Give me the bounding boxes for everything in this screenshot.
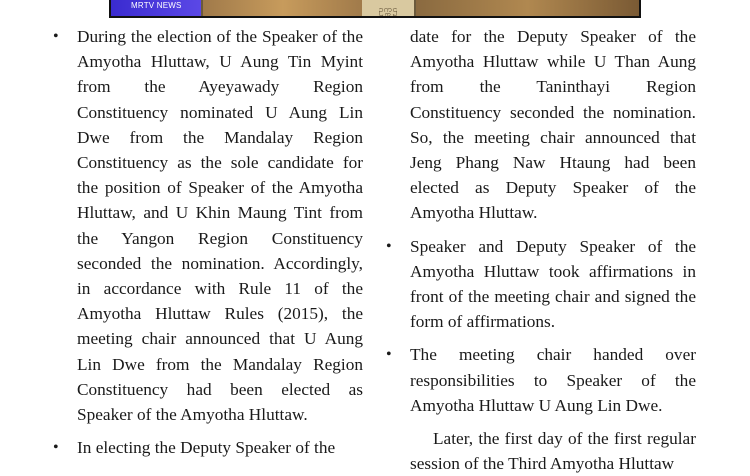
- news-photo: [109, 0, 641, 18]
- photo-background-right: [416, 0, 639, 16]
- photo-podium-sign: ဥက္ကဌ: [362, 0, 414, 16]
- list-item-text: In electing the Deputy Speaker of the: [77, 438, 336, 458]
- bullet-icon: •: [53, 28, 59, 45]
- photo-background: [203, 0, 363, 16]
- right-bullet-list: [382, 234, 696, 418]
- continued-list-text: date for the Deputy Speaker of the Amyotha Hluttaw while U Than Aung from the Taninthayi Region Constituency seconded the nomination. So, the meeting chair announced that Jeng Phang Naw Htaung had been elected as Deputy Speaker of the Amyotha Hluttaw.: [410, 27, 696, 223]
- list-item-text: During the election of the Speaker of the Amyotha Hluttaw, U Aung Tin Myint from the Ayeyawady Region Constituency nominated U Aung Lin Dwe from the Mandalay Region Constituency as the sole candidate for the position of Speaker of the Amyotha Hluttaw, and U Khin Maung Tint from the Yangon Region Constituency seconded the nomination. Accordingly, in accordance with Rule 11 of the Amyotha Hluttaw Rules (2015), the meeting chair announced that U Aung Lin Dwe from the Mandalay Region Constituency had been elected as Speaker of the Amyotha Hluttaw.: [77, 27, 363, 425]
- left-bullet-list: [49, 24, 363, 460]
- list-item-text: Speaker and Deputy Speaker of the Amyotha Hluttaw took affirmations in front of the meeting chair and signed the form of affirmations.: [410, 236, 696, 332]
- bullet-icon: •: [53, 439, 59, 457]
- bullet-icon: •: [386, 346, 392, 364]
- body-paragraph: Later, the first day of the first regular session of the Third Amyotha Hluttaw: [410, 429, 696, 474]
- right-column: [382, 24, 696, 476]
- list-item: [382, 234, 696, 335]
- list-item-text: The meeting chair handed over responsibilities to Speaker of the Amyotha Hluttaw U Aung Lin Dwe.: [410, 345, 696, 415]
- mrtv-news-logo: MRTV NEWS: [131, 1, 182, 10]
- list-item: [49, 435, 363, 460]
- list-item: [49, 24, 363, 427]
- bullet-icon: •: [386, 237, 392, 255]
- left-column: [49, 24, 363, 460]
- list-item: [382, 342, 696, 418]
